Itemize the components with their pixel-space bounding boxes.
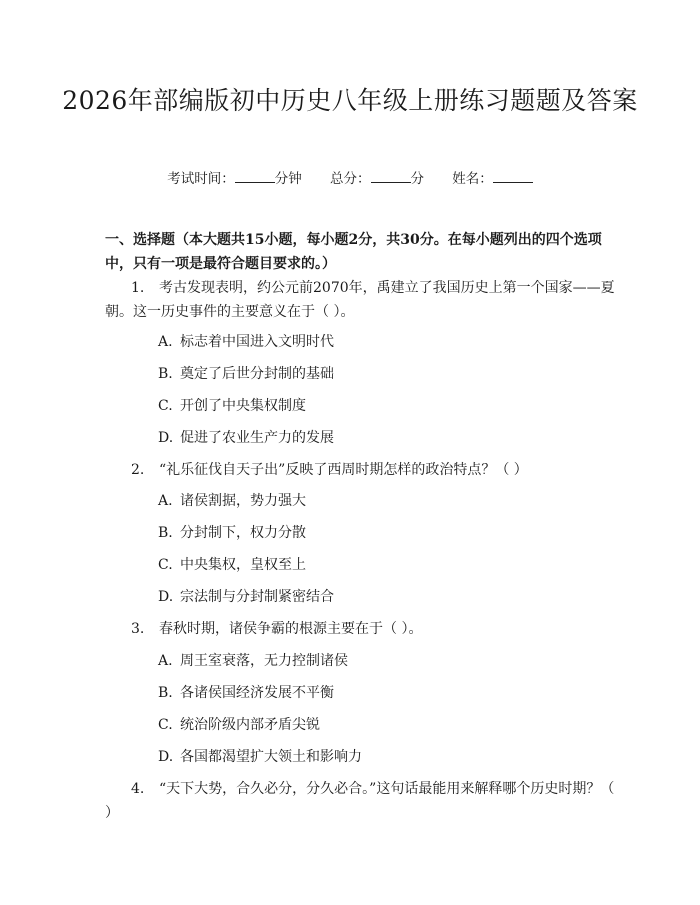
question-3-stem: 春秋时期，诸侯争霸的根源主要在于（ ）。 — [159, 621, 423, 637]
question-3-number: 3. — [131, 621, 145, 637]
option-text: 分封制下，权力分散 — [180, 525, 306, 541]
question-2-option-c[interactable] — [158, 555, 306, 575]
question-3-option-b[interactable] — [158, 683, 334, 703]
option-letter: C. — [158, 398, 173, 414]
question-1 — [105, 276, 615, 324]
question-1-option-a[interactable] — [158, 332, 334, 352]
exam-info-line — [0, 168, 700, 189]
option-letter: C. — [158, 717, 173, 733]
option-text: 标志着中国进入文明时代 — [180, 334, 334, 350]
exam-time-field — [167, 168, 302, 189]
option-letter: B. — [158, 685, 173, 701]
page-title: 2026年部编版初中历史八年级上册练习题题及答案 — [62, 86, 638, 115]
question-1-option-b[interactable] — [158, 364, 334, 384]
question-3 — [105, 617, 615, 641]
question-4-stem: “天下大势，合久必分，分久必合。”这句话最能用来解释哪个历史时期？（ ） — [105, 781, 615, 821]
question-3-option-a[interactable] — [158, 651, 348, 671]
question-2-option-a[interactable] — [158, 491, 306, 511]
option-text: 中央集权，皇权至上 — [180, 557, 306, 573]
question-4-number: 4. — [131, 781, 145, 797]
option-text: 奠定了后世分封制的基础 — [180, 366, 334, 382]
option-letter: D. — [158, 749, 174, 765]
option-letter: C. — [158, 557, 173, 573]
exam-time-blank[interactable] — [235, 168, 275, 183]
option-letter: B. — [158, 366, 173, 382]
question-1-option-c[interactable] — [158, 396, 306, 416]
total-score-field — [330, 168, 424, 189]
student-name-blank[interactable] — [493, 168, 533, 183]
option-letter: A. — [158, 653, 173, 669]
question-4 — [105, 777, 615, 825]
option-text: 统治阶级内部矛盾尖锐 — [180, 717, 320, 733]
option-text: 各国都渴望扩大领土和影响力 — [180, 749, 362, 765]
question-2-option-d[interactable] — [158, 587, 334, 607]
option-letter: A. — [158, 334, 173, 350]
option-letter: A. — [158, 493, 173, 509]
question-2 — [105, 458, 615, 482]
question-2-number: 2. — [131, 462, 145, 478]
exam-time-label: 考试时间： — [167, 171, 235, 187]
option-text: 促进了农业生产力的发展 — [180, 430, 334, 446]
question-1-stem: 考古发现表明，约公元前2070年，禹建立了我国历史上第一个国家——夏朝。这一历史事件的主要意义在于（ ）。 — [105, 280, 615, 320]
total-score-label: 总分： — [330, 171, 371, 187]
option-letter: B. — [158, 525, 173, 541]
total-score-unit: 分 — [410, 171, 424, 187]
exam-time-unit: 分钟 — [274, 171, 302, 187]
student-name-field — [452, 168, 533, 189]
question-2-option-b[interactable] — [158, 523, 306, 543]
total-score-blank[interactable] — [371, 168, 411, 183]
question-1-option-d[interactable] — [158, 428, 334, 448]
question-2-stem: “礼乐征伐自天子出”反映了西周时期怎样的政治特点？（ ） — [159, 462, 528, 478]
question-1-number: 1. — [131, 280, 145, 296]
student-name-label: 姓名： — [452, 171, 493, 187]
option-letter: D. — [158, 430, 174, 446]
option-text: 各诸侯国经济发展不平衡 — [180, 685, 334, 701]
option-text: 宗法制与分封制紧密结合 — [180, 589, 334, 605]
option-text: 开创了中央集权制度 — [180, 398, 306, 414]
option-letter: D. — [158, 589, 174, 605]
option-text: 周王室衰落，无力控制诸侯 — [180, 653, 348, 669]
section-heading: 一、选择题（本大题共15小题，每小题2分，共30分。在每小题列出的四个选项中，只有一项是最符合题目要求的。） — [105, 232, 602, 272]
question-3-option-c[interactable] — [158, 715, 320, 735]
option-text: 诸侯割据，势力强大 — [180, 493, 306, 509]
question-3-option-d[interactable] — [158, 747, 362, 767]
